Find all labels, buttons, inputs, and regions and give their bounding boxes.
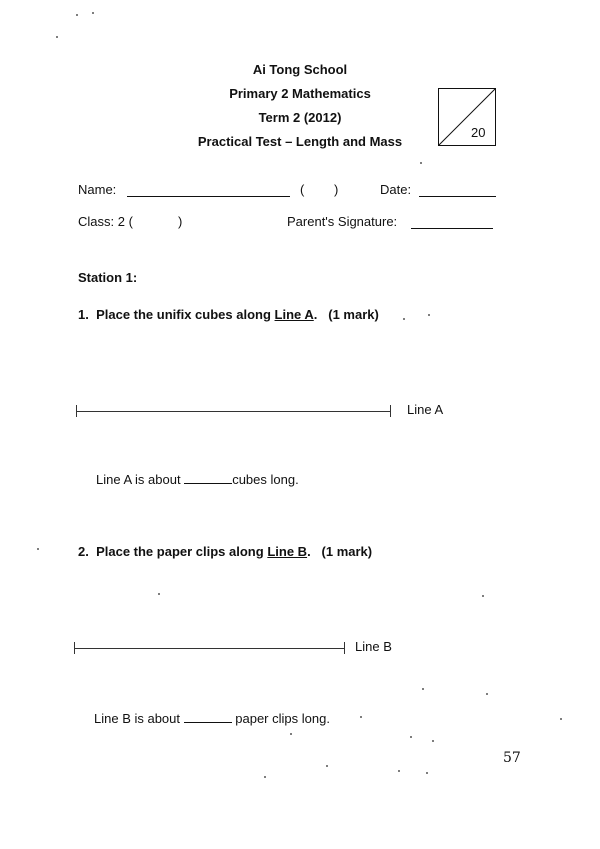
index-paren-open: ( — [300, 182, 305, 197]
scan-speck — [264, 776, 266, 778]
question-1-marks: (1 mark) — [328, 307, 379, 322]
parent-signature-label: Parent's Signature: — [287, 214, 398, 229]
subject-title: Primary 2 Mathematics — [229, 86, 371, 101]
question-1-text: Place the unifix cubes along — [96, 307, 271, 322]
question-1-number: 1. — [78, 307, 89, 322]
name-field[interactable] — [127, 184, 290, 197]
scan-speck — [420, 162, 422, 164]
answer-2-text-before: Line B is about — [94, 711, 181, 726]
question-2-period: . — [307, 544, 311, 559]
scan-speck — [410, 736, 412, 738]
scan-speck — [560, 718, 562, 720]
score-total: 20 — [471, 125, 486, 140]
scan-speck — [432, 740, 434, 742]
answer-2-text-after: paper clips long. — [235, 711, 330, 726]
answer-1-blank[interactable] — [184, 471, 232, 484]
scan-speck — [37, 548, 39, 550]
scan-speck — [76, 14, 78, 16]
date-label: Date: — [380, 182, 412, 197]
scan-speck — [290, 733, 292, 735]
class-label: Class: 2 ( — [78, 214, 133, 229]
test-title: Practical Test – Length and Mass — [197, 134, 403, 149]
scan-speck — [360, 716, 362, 718]
question-2 — [78, 544, 372, 559]
class-paren-close: ) — [178, 214, 183, 229]
scan-speck — [482, 595, 484, 597]
index-paren-close: ) — [334, 182, 339, 197]
scan-speck — [428, 314, 430, 316]
answer-1-text-after: cubes long. — [232, 472, 299, 487]
scan-speck — [426, 772, 428, 774]
scan-speck — [326, 765, 328, 767]
line-a-end-tick — [390, 405, 391, 417]
line-b-label: Line B — [355, 639, 392, 654]
name-label: Name: — [78, 182, 117, 197]
question-1-line-ref: Line A — [274, 307, 314, 322]
scan-speck — [92, 12, 94, 14]
score-box-diagonal — [439, 89, 495, 145]
question-2-line-ref: Line B — [267, 544, 308, 559]
school-name: Ai Tong School — [252, 62, 348, 77]
scan-speck — [158, 593, 160, 595]
term-title: Term 2 (2012) — [258, 110, 342, 125]
line-a-label: Line A — [407, 402, 444, 417]
question-2-number: 2. — [78, 544, 89, 559]
date-field[interactable] — [419, 184, 496, 197]
page-mark: 57 — [503, 750, 521, 766]
line-b-end-tick — [344, 642, 345, 654]
question-1 — [78, 307, 379, 322]
scan-speck — [486, 693, 488, 695]
question-2-marks: (1 mark) — [321, 544, 373, 559]
line-a-bar — [76, 411, 391, 412]
parent-signature-field[interactable] — [411, 216, 493, 229]
scan-speck — [422, 688, 424, 690]
line-b-bar — [74, 648, 345, 649]
answer-2 — [94, 710, 330, 726]
score-box — [438, 88, 496, 146]
answer-1 — [96, 471, 299, 487]
question-2-text: Place the paper clips along — [96, 544, 264, 559]
answer-2-blank[interactable] — [184, 710, 232, 723]
scan-speck — [398, 770, 400, 772]
station-label: Station 1: — [78, 270, 138, 285]
question-1-period: . — [313, 307, 318, 322]
answer-1-text-before: Line A is about — [96, 472, 181, 487]
scan-speck — [56, 36, 58, 38]
scan-speck — [403, 318, 405, 320]
